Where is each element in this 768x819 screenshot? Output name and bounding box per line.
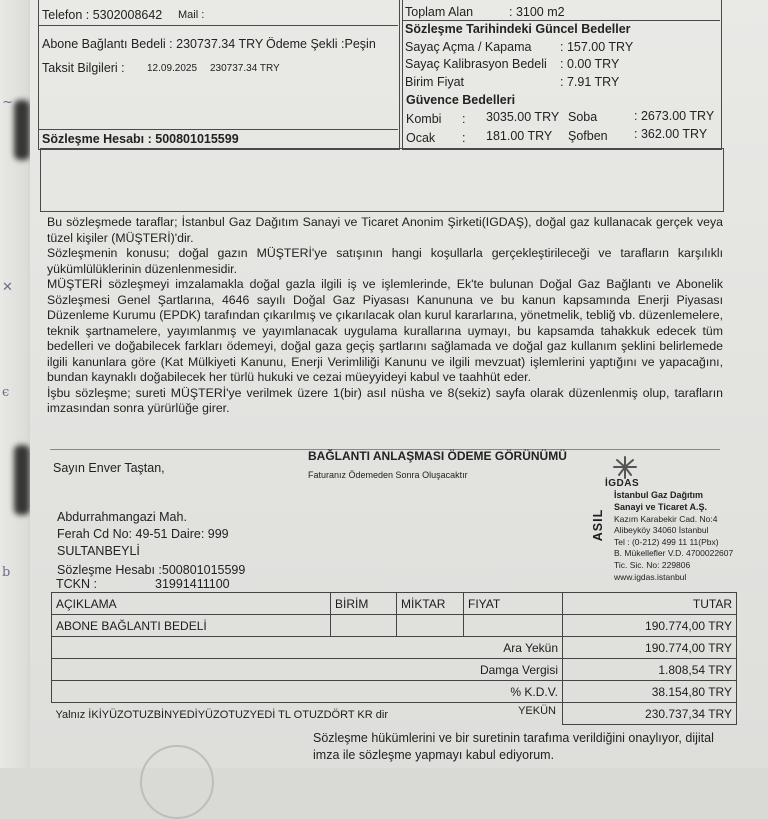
grand-total-label: YEKÜN (518, 705, 556, 717)
grand-total-value: 230.737,34 TRY (563, 703, 737, 725)
col-header-unit: BİRİM (331, 593, 397, 615)
connection-fee: Abone Bağlantı Bedeli : 230737.34 TRY (42, 37, 264, 51)
greeting: Sayın Enver Taştan, (53, 461, 165, 475)
payment-method: Ödeme Şekli :Peşin (266, 37, 376, 51)
deposit-label: Ocak (406, 131, 436, 145)
amount-in-words: Yalnız İKİYÜZOTUZBİNYEDİYÜZOTUZYEDİ TL OTUZDÖRT KR dir (55, 708, 388, 721)
separator: : (462, 131, 466, 145)
fee-value: : 7.91 TRY (560, 75, 620, 89)
fee-label: Birim Fiyat (405, 75, 465, 89)
stamp-duty-row (52, 659, 737, 681)
amount-in-words-cell (52, 703, 563, 725)
ink-smudge (14, 100, 30, 160)
consent-text: Sözleşme hükümlerini ve bir suretinin tarafıma verildiğini onaylıyor, dijital imza ile sözleşme yapmayı kabul ediyorum. (313, 731, 714, 762)
items-table (51, 592, 737, 725)
address-line: SULTANBEYLİ (57, 544, 140, 558)
divider (38, 129, 398, 130)
company-website[interactable]: www.igdas.istanbul (614, 572, 687, 582)
vat-label: % K.D.V. (52, 681, 563, 703)
col-header-amount: TUTAR (563, 593, 737, 615)
tckn-value: 31991411100 (155, 577, 230, 591)
igdas-logo-icon (612, 455, 638, 479)
contract-paragraph: MÜŞTERİ sözleşmeyi imzalamakla doğal gazla ilgili iş ve işlemlerinde, Ek'te bulunan Doğal Gaz Bağlantı ve Abonelik Sözleşmesi Genel Şartlarına, 4646 sayılı Doğal Gaz Piyasası Kanununa ve bu kanun kapsamında Enerji Piyasası Düzenleme Kurumu (EPDK) tarafından çıkarılmış ve çıkarılacak olan kurul kararlarına, yönetmelik, tebliğ vb. düzenlemelere, teknik şartnamelere, yayımlanmış ve yayımlanacak uygulama kurallarına uymayı, bu kapsamda tahakkuk edecek tüm bedelleri ve doğabilecek farkları ödemeyi, doğal gaza geçiş şartlarını sağlamada ve doğal gaz kullanım şeklini belirlemede ilgili kanunlara göre (Kat Mülkiyeti Kanunu, Enerji Verimliliği Kanunu ve ilgili mevzuat) işlemlerini yaptığını ve yapacağını, bundan kaynaklı doğabilecek her türlü hukuki ve cezai müeyyideyi kabul ve taahhüt eder. (47, 277, 723, 384)
subtotal-label: Ara Yekün (52, 637, 563, 659)
company-address: Alibeyköy 34060 İstanbul (614, 525, 709, 535)
mail-label: Mail : (178, 9, 205, 21)
contract-account: Sözleşme Hesabı : 500801015599 (42, 132, 239, 146)
fee-value: : 0.00 TRY (560, 57, 620, 71)
grand-total-row (52, 703, 737, 725)
payment-view-title: BAĞLANTI ANLAŞMASI ÖDEME GÖRÜNÜMÜ (308, 449, 567, 463)
deposit-title: Güvence Bedelleri (406, 93, 516, 107)
stamp-duty-value: 1.808,54 TRY (563, 659, 737, 681)
company-phone: Tel : (0-212) 499 11 11(Pbx) (614, 537, 719, 547)
subtotal-value: 190.774,00 TRY (563, 637, 737, 659)
installment-date: 12.09.2025 (147, 63, 198, 74)
blank-box (40, 148, 724, 212)
payment-view-subtitle: Faturanız Ödemeden Sonra Oluşacaktır (308, 470, 468, 480)
table-header-row (52, 593, 737, 615)
company-trade-reg: Tic. Sic. No: 229806 (614, 560, 691, 570)
company-tax-office: B. Mükellefler V.D. 4700022607 (614, 548, 734, 558)
total-area-value: : 3100 m2 (509, 5, 565, 19)
phone-label: Telefon : 5302008642 (42, 8, 163, 22)
deposit-label: Şofben (568, 129, 608, 143)
installment-amount: 230737.34 TRY (210, 63, 280, 74)
address-line: Abdurrahmangazi Mah. (57, 510, 187, 524)
row-unit (331, 615, 397, 637)
ink-smudge (14, 445, 30, 515)
stamp-duty-label: Damga Vergisi (52, 659, 563, 681)
address-line: Ferah Cd No: 49-51 Daire: 999 (57, 527, 229, 541)
deposit-label: Soba (568, 110, 598, 124)
installment-label: Taksit Bilgileri : (42, 61, 125, 75)
contract-paragraph: Bu sözleşmede taraflar; İstanbul Gaz Dağıtım Sanayi ve Ticaret Anonim Şirketi(IGDAŞ), doğal gaz kullanacak gerçek veya tüzel kişiler (MÜŞTERİ)'dir. (47, 215, 723, 245)
deposit-value: : 362.00 TRY (634, 127, 708, 141)
handwriting-mark: ✕ (2, 280, 13, 295)
original-mark: ASIL (591, 508, 606, 542)
vat-value: 38.154,80 TRY (563, 681, 737, 703)
row-amount: 190.774,00 TRY (563, 615, 737, 637)
col-header-description: AÇIKLAMA (52, 593, 331, 615)
company-name: İstanbul Gaz Dağıtım (614, 490, 704, 500)
current-fees-title: Sözleşme Tarihindeki Güncel Bedeller (405, 22, 631, 36)
col-header-price: FIYAT (464, 593, 563, 615)
deposit-value: : 2673.00 TRY (634, 109, 715, 123)
company-logo-text: İGDAS (605, 478, 640, 489)
row-quantity (397, 615, 464, 637)
divider (402, 20, 720, 21)
fee-value: : 157.00 TRY (560, 40, 634, 54)
company-name: Sanayi ve Ticaret A.Ş. (614, 502, 708, 512)
deposit-label: Kombi (406, 112, 442, 126)
contract-text (47, 215, 723, 417)
customer-info-box (38, 0, 400, 150)
company-address: Kazım Karabekir Cad. No:4 (614, 514, 718, 524)
contract-account: Sözleşme Hesabı :500801015599 (57, 563, 246, 577)
deposit-value: 3035.00 TRY (486, 110, 560, 124)
fee-label: Sayaç Kalibrasyon Bedeli (405, 57, 547, 71)
row-description: ABONE BAĞLANTI BEDELİ (52, 615, 331, 637)
handwriting-mark: ϵ (2, 385, 10, 400)
subtotal-row (52, 637, 737, 659)
table-row (52, 615, 737, 637)
row-price (464, 615, 563, 637)
handwriting-mark: ~ (2, 95, 13, 110)
divider (38, 25, 398, 26)
total-area-label: Toplam Alan (405, 5, 474, 19)
separator: : (462, 112, 466, 126)
deposit-value: 181.00 TRY (486, 129, 553, 143)
seal-stamp (140, 745, 214, 819)
col-header-quantity: MİKTAR (397, 593, 464, 615)
tckn-label: TCKN : (56, 577, 97, 591)
fee-label: Sayaç Açma / Kapama (405, 40, 532, 54)
contract-paragraph: İşbu sözleşme; sureti MÜŞTERİ'ye verilmek üzere 1(bir) asıl nüsha ve 8(sekiz) sayfa olarak düzenlenmiş olup, tarafların imzasından sonra yürürlüğe girer. (47, 385, 723, 415)
handwriting-mark: b (2, 565, 11, 580)
vat-row (52, 681, 737, 703)
contract-paragraph: Sözleşmenin konusu; doğal gazın MÜŞTERİ'ye satışının hangi koşullarla gerçekleştirileceği ve tarafların karşılıklı yükümlülüklerinin düzenlenmesidir. (47, 246, 723, 276)
